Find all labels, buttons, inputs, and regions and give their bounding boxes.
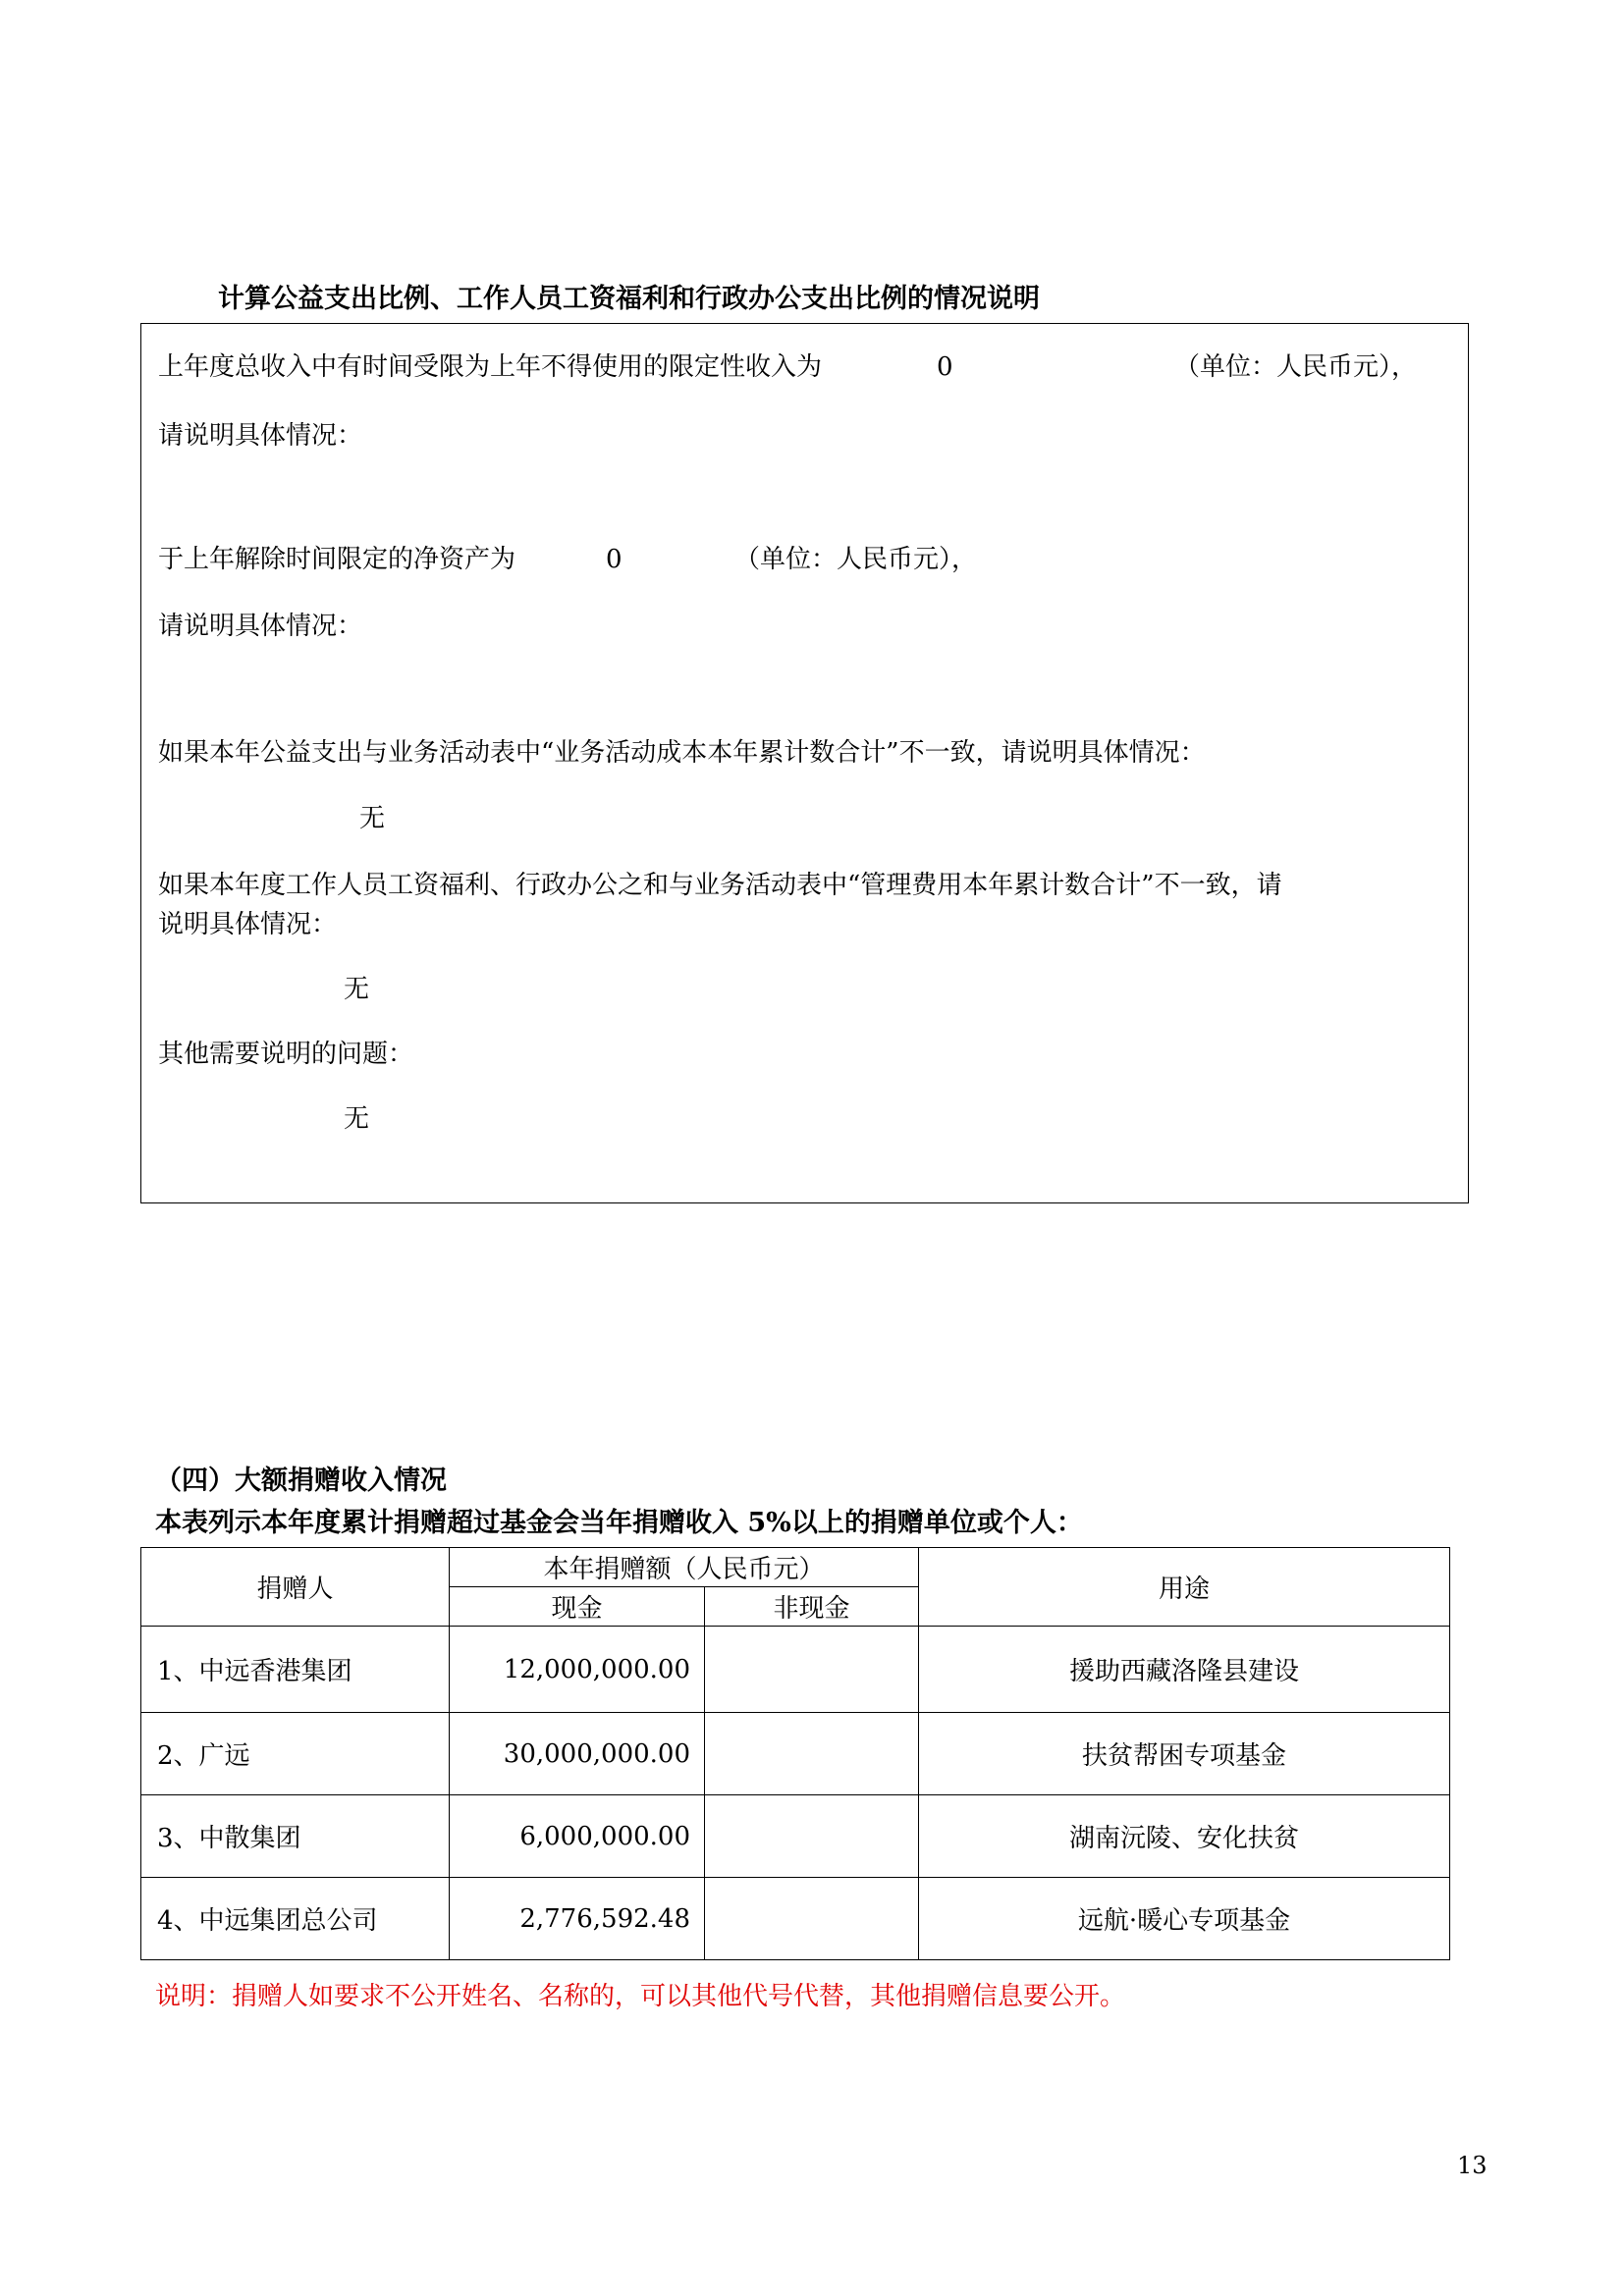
table-row (141, 1627, 1450, 1713)
header-noncash: 非现金 (705, 1587, 919, 1627)
cash-amount: 30,000,000.00 (450, 1713, 705, 1795)
answer-1: 无 (359, 804, 386, 833)
table-row (141, 1878, 1450, 1960)
disclosure-note: 说明：捐赠人如要求不公开姓名、名称的，可以其他代号代替，其他捐赠信息要公开。 (155, 1982, 1126, 2011)
answer-2: 无 (344, 975, 370, 1004)
released-assets-value: 0 (606, 545, 623, 574)
noncash-amount (705, 1713, 919, 1795)
answer-3: 无 (344, 1104, 370, 1134)
donation-subheading: 本表列示本年度累计捐赠超过基金会当年捐赠收入 5%以上的捐赠单位或个人： (155, 1508, 1083, 1538)
public-expense-question: 如果本年公益支出与业务活动表中“业务活动成本本年累计数合计”不一致，请说明具体情况： (158, 738, 1206, 768)
donor-name: 3、中散集团 (141, 1795, 450, 1878)
table-row (141, 1795, 1450, 1878)
cash-amount: 12,000,000.00 (450, 1627, 705, 1713)
header-amount: 本年捐赠额（人民币元） (450, 1548, 919, 1587)
donation-use: 远航·暖心专项基金 (919, 1878, 1450, 1960)
explain-prompt-1: 请说明具体情况： (158, 421, 363, 451)
other-issues-label: 其他需要说明的问题： (158, 1040, 414, 1069)
cash-amount: 6,000,000.00 (450, 1795, 705, 1878)
admin-expense-question-line1: 如果本年度工作人员工资福利、行政办公之和与业务活动表中“管理费用本年累计数合计”不一致，请 (158, 871, 1282, 900)
restricted-income-value: 0 (937, 352, 953, 382)
header-cash: 现金 (450, 1587, 705, 1627)
donor-name: 1、中远香港集团 (141, 1627, 450, 1713)
noncash-amount (705, 1795, 919, 1878)
cash-amount: 2,776,592.48 (450, 1878, 705, 1960)
page-number: 13 (1457, 2152, 1488, 2179)
donation-use: 湖南沅陵、安化扶贫 (919, 1795, 1450, 1878)
released-assets-unit: （单位：人民币元）， (734, 545, 978, 574)
donor-name: 4、中远集团总公司 (141, 1878, 450, 1960)
section-title: 计算公益支出比例、工作人员工资福利和行政办公支出比例的情况说明 (218, 284, 1040, 314)
explain-prompt-2: 请说明具体情况： (158, 612, 363, 641)
donation-use: 援助西藏洛隆县建设 (919, 1627, 1450, 1713)
table-row (141, 1713, 1450, 1795)
donation-use: 扶贫帮困专项基金 (919, 1713, 1450, 1795)
released-assets-label: 于上年解除时间限定的净资产为 (158, 545, 516, 574)
header-donor: 捐赠人 (141, 1548, 450, 1627)
admin-expense-question-line2: 说明具体情况： (158, 910, 338, 939)
restricted-income-label: 上年度总收入中有时间受限为上年不得使用的限定性收入为 (158, 352, 823, 382)
donation-heading: （四）大额捐赠收入情况 (155, 1466, 447, 1496)
noncash-amount (705, 1627, 919, 1713)
noncash-amount (705, 1878, 919, 1960)
header-use: 用途 (919, 1548, 1450, 1627)
donor-name: 2、广远 (141, 1713, 450, 1795)
donation-table (140, 1547, 1450, 1960)
restricted-income-unit: （单位：人民币元）， (1174, 352, 1418, 382)
